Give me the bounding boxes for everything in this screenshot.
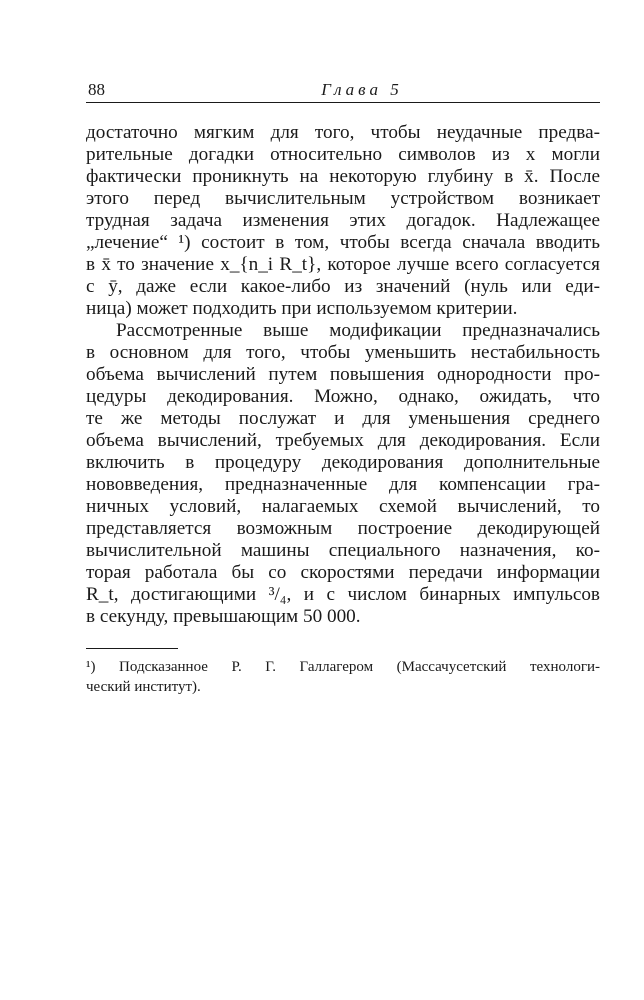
text-line: объема вычислений путем повышения однородности про-	[86, 364, 600, 385]
text-line: этого перед вычислительным устройством возникает	[86, 188, 600, 209]
text-line: в секунду, превышающим 50 000.	[86, 606, 361, 627]
text-line: R_t, достигающими ³/₄, и с числом бинарных импульсов	[86, 584, 600, 605]
body-text	[86, 122, 600, 628]
text-line: „лечение“ ¹) состоит в том, чтобы всегда сначала вводить	[86, 232, 600, 253]
page-number: 88	[88, 80, 105, 99]
book-page	[86, 78, 600, 697]
footnote-line: ческий институт).	[86, 679, 201, 695]
text-line: с ȳ, даже если какое-либо из значений (нуль или еди-	[86, 276, 600, 297]
text-line: включить в процедуру декодирования дополнительные	[86, 452, 600, 473]
paragraph-1	[86, 122, 600, 320]
text-line: рительные догадки относительно символов из x могли	[86, 144, 600, 165]
paragraph-2	[86, 320, 600, 628]
header-rule	[86, 102, 600, 103]
text-line: цедуры декодирования. Можно, однако, ожидать, что	[86, 386, 600, 407]
text-line: в основном для того, чтобы уменьшить нестабильность	[86, 342, 600, 363]
text-line: в x̄ то значение x_{n_i R_t}, которое лучше всего согласуется	[86, 254, 600, 275]
chapter-title: Глава 5	[321, 80, 403, 99]
footnote-line: ¹) Подсказанное Р. Г. Галлагером (Массачусетский технологи-	[86, 659, 600, 675]
text-line: объема вычислений, требуемых для декодирования. Если	[86, 430, 600, 451]
footnote	[86, 657, 600, 697]
text-line: достаточно мягким для того, чтобы неудачные предва-	[86, 122, 600, 143]
text-line: те же методы послужат и для уменьшения среднего	[86, 408, 600, 429]
text-line: торая работала бы со скоростями передачи информации	[86, 562, 600, 583]
footnote-rule	[86, 648, 178, 649]
text-line: Рассмотренные выше модификации предназначались	[116, 320, 600, 341]
text-line: вычислительной машины специального назначения, ко-	[86, 540, 600, 561]
running-header	[86, 78, 600, 104]
text-line: представляется возможным построение декодирующей	[86, 518, 600, 539]
text-line: ничных условий, налагаемых схемой вычислений, то	[86, 496, 600, 517]
text-line: ница) может подходить при используемом критерии.	[86, 298, 518, 319]
text-line: нововведения, предназначенные для компенсации гра-	[86, 474, 600, 495]
text-line: фактически проникнуть на некоторую глубину в x̄. После	[86, 166, 600, 187]
text-line: трудная задача изменения этих догадок. Надлежащее	[86, 210, 600, 231]
